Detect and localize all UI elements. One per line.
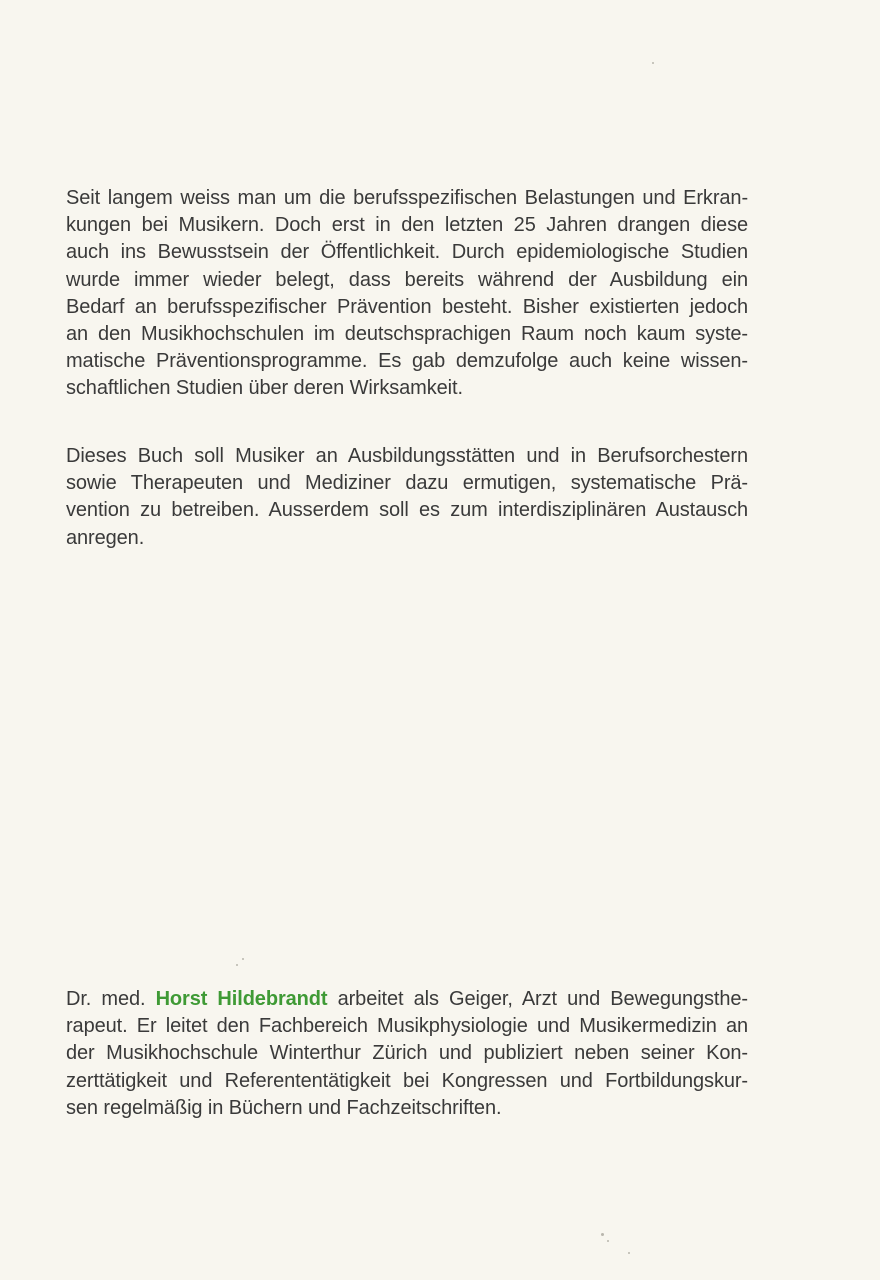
paper-speck (236, 964, 238, 966)
bio-first-line (66, 986, 748, 1013)
intro-line: an den Musikhochschulen im deutschsprachigen Raum noch kaum syste- (66, 323, 748, 346)
purpose-line: Dieses Buch soll Musiker an Ausbildungsstätten und in Berufsorchestern (66, 445, 748, 467)
intro-line: wurde immer wieder belegt, dass bereits während der Ausbildung ein (66, 268, 748, 291)
intro-line: schaftlichen Studien über deren Wirksamkeit. (66, 377, 463, 400)
intro-paragraph (66, 185, 748, 403)
intro-line: Bedarf an berufsspezifischer Prävention besteht. Bisher existierten jedoch (66, 295, 748, 318)
paper-speck (628, 1252, 630, 1254)
purpose-line: sowie Therapeuten und Mediziner dazu ermutigen, systematische Prä- (66, 472, 748, 495)
paper-speck (242, 958, 244, 960)
bio-line: zerttätigkeit und Referententätigkeit bei Kongressen und Fortbildungskur- (66, 1069, 748, 1092)
paper-speck (601, 1233, 604, 1236)
intro-line: kungen bei Musikern. Doch erst in den letzten 25 Jahren drangen diese (66, 214, 748, 237)
paper-speck (607, 1240, 609, 1242)
purpose-line: vention zu betreiben. Ausserdem soll es zum interdisziplinären Austausch (66, 499, 748, 522)
intro-line: matische Präventionsprogramme. Es gab demzufolge auch keine wissen- (66, 350, 748, 373)
paper-speck (652, 62, 654, 64)
purpose-line: anregen. (66, 526, 145, 549)
bio-prefix: Dr. med. (66, 988, 156, 1010)
purpose-paragraph (66, 443, 748, 552)
bio-first-line-rest: arbeitet als Geiger, Arzt und Bewegungsthe- (327, 988, 748, 1010)
bio-line: sen regelmäßig in Büchern und Fachzeitschriften. (66, 1096, 502, 1119)
bio-line: rapeut. Er leitet den Fachbereich Musikphysiologie und Musikermedizin an (66, 1015, 748, 1038)
intro-line: auch ins Bewusstsein der Öffentlichkeit. Durch epidemiologische Studien (66, 241, 748, 264)
author-bio (66, 986, 748, 1122)
author-name: Horst Hildebrandt (155, 988, 328, 1010)
intro-line: Seit langem weiss man um die berufsspezifischen Belastungen und Erkran- (66, 187, 748, 209)
bio-line: der Musikhochschule Winterthur Zürich und publiziert neben seiner Kon- (66, 1042, 748, 1065)
